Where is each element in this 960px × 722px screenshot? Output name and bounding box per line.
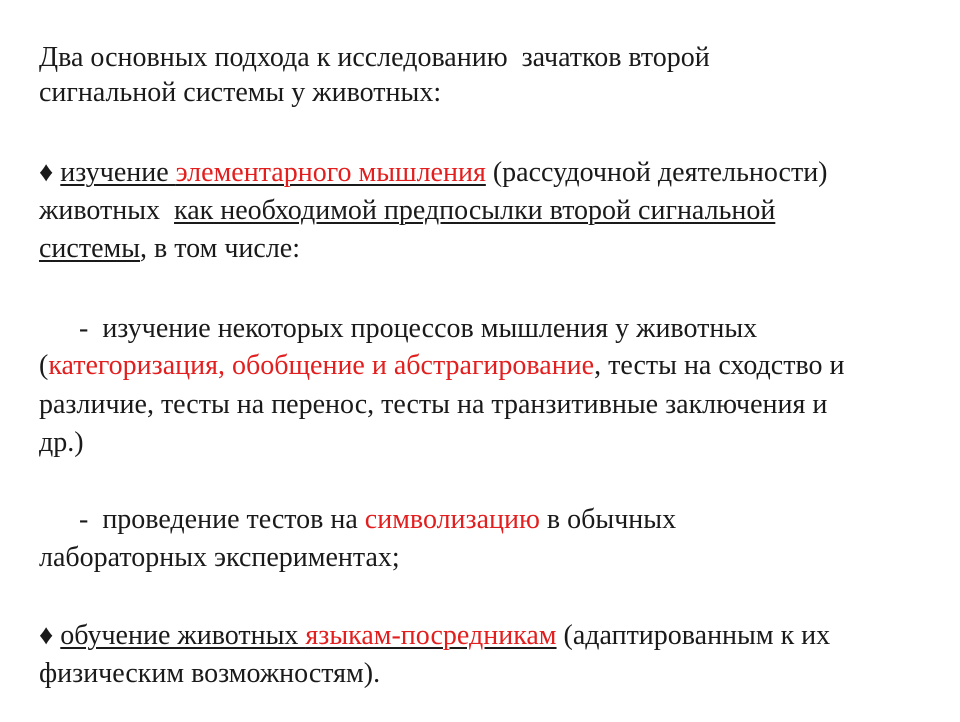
heading-text-1: Два основных подхода к исследованию зачатков второй (39, 42, 710, 73)
bullet-2-text-b: (адаптированным к их (556, 620, 831, 651)
sub-2-text-2: лабораторных экспериментах; (39, 542, 400, 573)
bullet-1-underlined-2: как необходимой предпосылки второй сигнальной (174, 195, 776, 226)
sub-1-text-2b: , тесты на сходство и (594, 350, 845, 381)
bullet-1-text-d: , в том числе: (140, 233, 300, 264)
bullet-2-line-2 (11, 626, 380, 722)
sub-1-line-3 (11, 357, 827, 453)
bullet-1-text-b: (рассудочной деятельности) (485, 157, 828, 188)
sub-1-text-2a: ( (39, 350, 49, 381)
sub-1-text-3: различие, тесты на перенос, тесты на транзитивные заключения и (39, 389, 828, 420)
bullet-2-text-a: обучение животных (60, 620, 306, 651)
bullet-1-red-term: элементарного мышления (175, 157, 486, 188)
sub-2-text-1b: в обычных (539, 504, 677, 535)
bullet-2-red-term: языкам-посредникам (305, 620, 557, 651)
bullet-1-text-c: животных (39, 195, 175, 226)
bullet-1-text-a: изучение (60, 157, 176, 188)
diamond-bullet-icon: ♦ (39, 157, 61, 188)
slide (11, 0, 951, 720)
sub-1-red-terms: категоризация, обобщение и абстрагирование (48, 350, 595, 381)
bullet-1-underlined-3: системы (39, 233, 141, 264)
bullet-2-text-c: физическим возможностям). (39, 658, 381, 689)
sub-1-text-4: др.) (39, 427, 84, 458)
sub-2-text-1a: - проведение тестов на (79, 504, 365, 535)
sub-2-red-term: символизацию (364, 504, 540, 535)
sub-1-text-1: - изучение некоторых процессов мышления у животных (79, 313, 758, 344)
heading-text-2: сигнальной системы у животных: (39, 77, 442, 108)
diamond-bullet-icon: ♦ (39, 620, 61, 651)
